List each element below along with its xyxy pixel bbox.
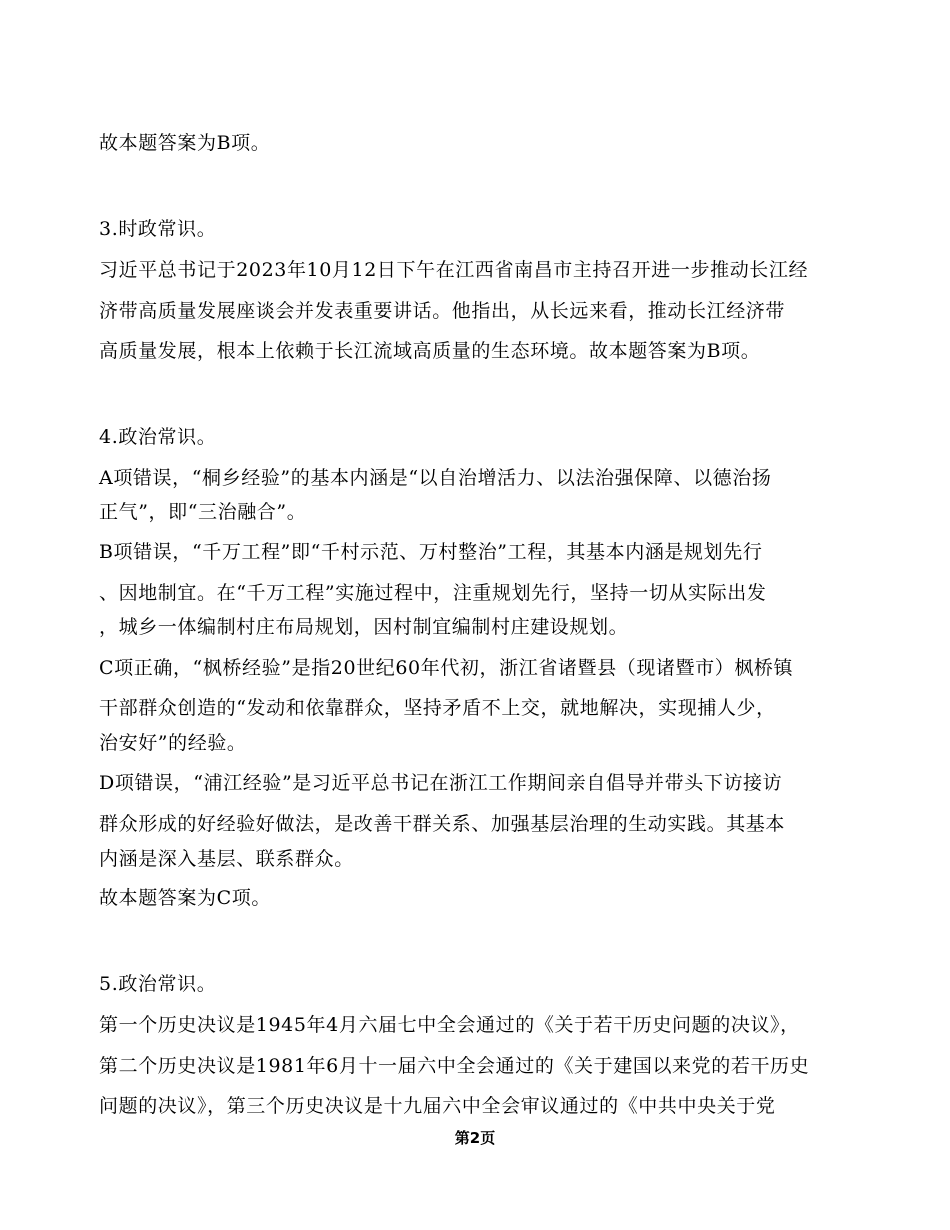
text-line-4: 济带高质量发展座谈会并发表重要讲话。他指出，从长远来看，推动长江经济带 bbox=[99, 300, 786, 322]
section-heading-4: 4.政治常识。 bbox=[99, 426, 217, 448]
text-line-14: 治安好”的经验。 bbox=[99, 732, 247, 754]
section-heading-3: 3.时政常识。 bbox=[99, 218, 217, 240]
section-heading-5: 5.政治常识。 bbox=[99, 973, 217, 995]
text-line-11: ，城乡一体编制村庄布局规划，因村制宜编制村庄建设规划。 bbox=[99, 616, 629, 638]
text-line-7: A项错误，“桐乡经验”的基本内涵是“以自治增活力、以法治强保障、以德治扬 bbox=[99, 467, 772, 489]
text-line-17: 内涵是深入基层、联系群众。 bbox=[99, 848, 354, 870]
text-line-5: 高质量发展，根本上依赖于长江流域高质量的生态环境。故本题答案为B项。 bbox=[99, 340, 761, 362]
text-line-9: B项错误，“千万工程”即“千村示范、万村整治”工程，其基本内涵是规划先行 bbox=[99, 541, 763, 563]
text-line-22: 问题的决议》，第三个历史决议是十九届六中全会审议通过的《中共中央关于党 bbox=[99, 1095, 776, 1117]
text-line-20: 第一个历史决议是1945年4月六届七中全会通过的《关于若干历史问题的决议》， bbox=[99, 1014, 800, 1036]
text-line-21: 第二个历史决议是1981年6月十一届六中全会通过的《关于建国以来党的若干历史 bbox=[99, 1055, 810, 1077]
text-line-3: 习近平总书记于2023年10月12日下午在江西省南昌市主持召开进一步推动长江经 bbox=[99, 259, 809, 281]
text-line-16: 群众形成的好经验好做法，是改善干群关系、加强基层治理的生动实践。其基本 bbox=[99, 813, 786, 835]
page-number: 第2页 bbox=[454, 1129, 496, 1147]
text-line-18: 故本题答案为C项。 bbox=[99, 887, 271, 909]
text-line-15: D项错误，“浦江经验”是习近平总书记在浙江工作期间亲自倡导并带头下访接访 bbox=[99, 772, 783, 794]
text-line-8: 正气”，即“三治融合”。 bbox=[99, 501, 307, 523]
text-line-13: 干部群众创造的“发动和依靠群众，坚持矛盾不上交，就地解决，实现捕人少， bbox=[99, 697, 776, 719]
text-line-12: C项正确，“枫桥经验”是指20世纪60年代初，浙江省诸暨县（现诸暨市）枫桥镇 bbox=[99, 657, 794, 679]
text-line-10: 、因地制宜。在“千万工程”实施过程中，注重规划先行，坚持一切从实际出发 bbox=[99, 582, 767, 604]
text-line-1: 故本题答案为B项。 bbox=[99, 132, 271, 154]
